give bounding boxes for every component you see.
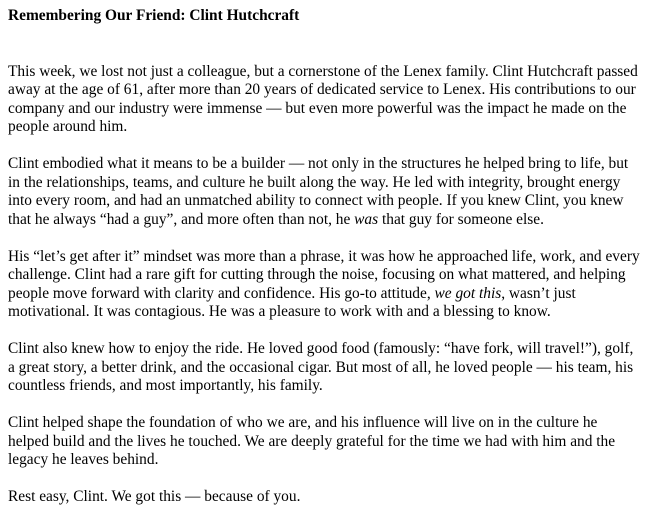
paragraph-text: Clint helped shape the foundation of who we are, and his influence will live on in the culture he helped build and the lives he touched. We are deeply grateful for the time we had with him and the legacy he leaves behind. (8, 414, 616, 468)
paragraph-text: Clint also knew how to enjoy the ride. He loved good food (famously: “have fork, will travel!”), golf, a great story, a better drink, and the occasional cigar. But most of all, he loved people — his team, his countless friends, and most importantly, his family. (8, 340, 634, 394)
paragraph-text: His “let’s get after it” mindset was more than a phrase, it was how he approached life, work, and every challenge. Clint had a rare gift for cutting through the noise, focusing on what mattered, and helping people move forward with clarity and confidence. His go-to attitude, (8, 247, 640, 302)
paragraph-text: Clint embodied what it means to be a builder — not only in the structures he helped bring to life, but in the relationships, teams, and culture he built along the way. He led with integrity, brought energy into every room, and had an unmatched ability to connect with people. If you knew Clint, you knew that he always “had a guy”, and more often than not, he (8, 155, 629, 228)
paragraph-text: This week, we lost not just a colleague, but a cornerstone of the Lenex family. Clint Hutchcraft passed away at the age of 61, after more than 20 years of dedicated service to Lenex. His contributions to our company and our industry were immense — but even more powerful was the impact he made on the people around him. (8, 62, 638, 135)
document-title: Remembering Our Friend: Clint Hutchcraft (8, 7, 300, 24)
paragraph-closing (8, 488, 642, 507)
paragraph-enjoy-the-ride (8, 340, 642, 396)
paragraph-builder (8, 155, 642, 229)
paragraph-text: Rest easy, Clint. We got this — because of you. (8, 488, 301, 505)
emphasis-text: was (354, 210, 379, 228)
emphasis-text: we got this (434, 284, 502, 302)
paragraph-tribute-intro (8, 63, 642, 137)
paragraph-legacy (8, 414, 642, 470)
paragraph-text: that guy for someone else. (378, 210, 544, 228)
paragraph-text: , wasn’t just motivational. It was contagious. He was a pleasure to work with and a blessing to know. (8, 284, 576, 320)
paragraph-mindset (8, 248, 642, 322)
